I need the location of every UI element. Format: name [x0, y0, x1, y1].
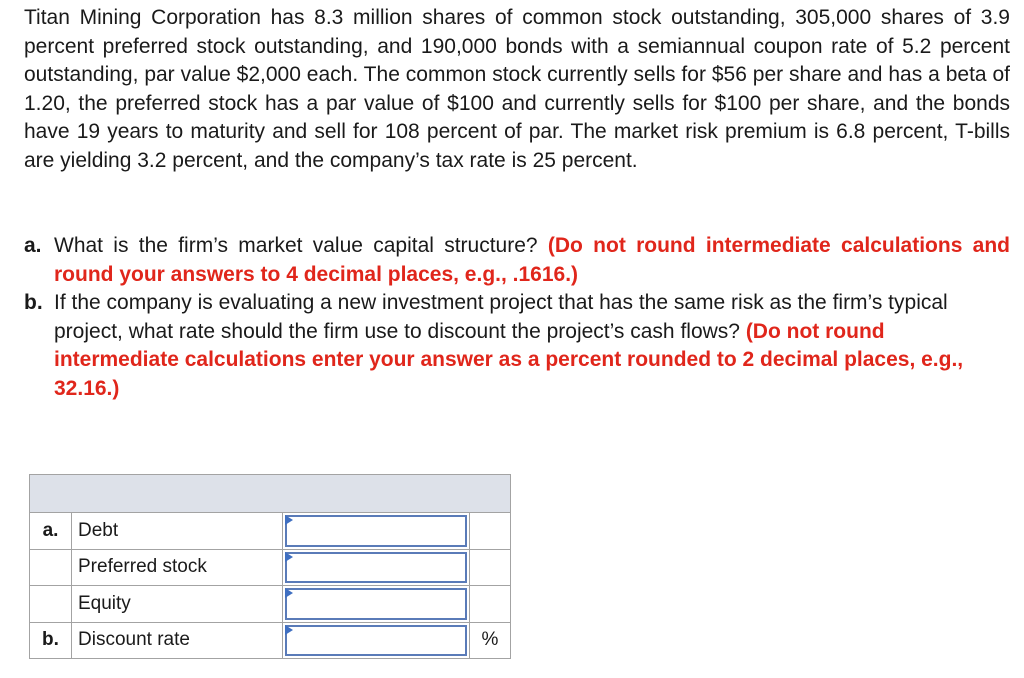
- question-a-instruction: (Do not round intermediate calculations and round your answers to 4 decimal places, e.g., .1616.): [54, 234, 1011, 286]
- question-a-text: What is the firm’s market value capital structure?: [54, 234, 538, 257]
- input-marker-icon: [285, 625, 293, 635]
- discount-rate-input-cell: [283, 622, 470, 659]
- answer-row-preferred-stock: [30, 549, 511, 586]
- row-label: Discount rate: [72, 622, 283, 659]
- problem-statement: Titan Mining Corporation has 8.3 million shares of common stock outstanding, 305,000 shares of 3.9 percent preferred stock outstanding, and 190,000 bonds with a semiannual coupon rate of 5.2 percent outstanding, par value $2,000 each. The common stock currently sells for $56 per share and has a beta of 1.20, the preferred stock has a par value of $100 and currently sells for $100 per share, and the bonds have 19 years to maturity and sell for 108 percent of par. The market risk premium is 6.8 percent, T-bills are yielding 3.2 percent, and the company’s tax rate is 25 percent.: [24, 6, 1010, 172]
- answer-table-header: [30, 475, 511, 513]
- input-marker-icon: [285, 515, 293, 525]
- row-unit: [470, 513, 511, 550]
- question-b-instruction: (Do not round intermediate calculations enter your answer as a percent rounded to 2 decimal places, e.g., 32.16.): [54, 319, 964, 400]
- answer-table: [29, 474, 511, 659]
- question-b-letter: b.: [24, 291, 43, 315]
- input-marker-icon: [285, 552, 293, 562]
- row-letter: [30, 586, 72, 623]
- answer-table-header-cell: [30, 475, 511, 513]
- row-label: Preferred stock: [72, 549, 283, 586]
- row-label: Equity: [72, 586, 283, 623]
- question-list: [24, 232, 1010, 404]
- debt-input[interactable]: [287, 517, 465, 545]
- equity-input-box: [285, 588, 467, 620]
- question-a-body: [54, 232, 1010, 289]
- percent-unit: %: [470, 622, 511, 659]
- row-letter: b.: [30, 622, 72, 659]
- preferred-stock-input[interactable]: [287, 554, 465, 582]
- row-letter: [30, 549, 72, 586]
- preferred-stock-input-box: [285, 552, 467, 584]
- discount-rate-input[interactable]: [287, 627, 465, 655]
- row-letter: a.: [30, 513, 72, 550]
- answer-row-discount-rate: [30, 622, 511, 659]
- row-unit: [470, 549, 511, 586]
- debt-input-box: [285, 515, 467, 547]
- row-unit: [470, 586, 511, 623]
- question-b-body: [54, 289, 1010, 403]
- equity-input-cell: [283, 586, 470, 623]
- input-marker-icon: [285, 588, 293, 598]
- question-b: [24, 289, 1010, 403]
- question-a: [24, 232, 1010, 289]
- question-a-letter: a.: [24, 234, 42, 257]
- debt-input-cell: [283, 513, 470, 550]
- equity-input[interactable]: [287, 590, 465, 618]
- answer-row-debt: [30, 513, 511, 550]
- answer-row-equity: [30, 586, 511, 623]
- question-b-text: If the company is evaluating a new investment project that has the same risk as the firm’s typical project, what rate should the firm use to discount the project’s cash flows?: [54, 291, 948, 343]
- discount-rate-input-box: [285, 625, 467, 657]
- row-label: Debt: [72, 513, 283, 550]
- preferred-stock-input-cell: [283, 549, 470, 586]
